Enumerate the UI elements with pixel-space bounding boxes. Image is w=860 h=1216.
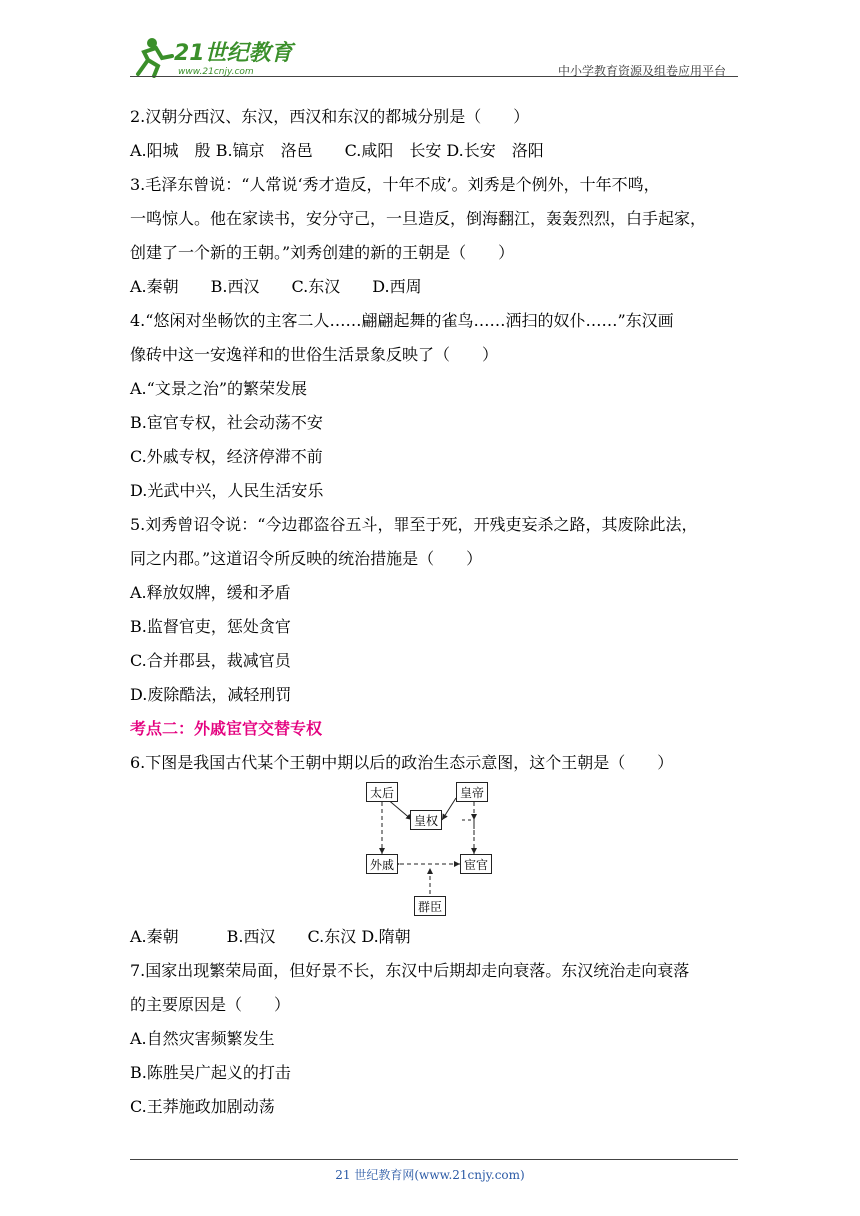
footer-link[interactable]: 21 世纪教育网(www.21cnjy.com) [335,1168,525,1182]
node-imperial-power: 皇权 [410,810,442,830]
q5-stem-line: 5.刘秀曾诏令说：“今边郡盗谷五斗，罪至于死，开残吏妄杀之路，其废除此法， [130,515,698,534]
node-eunuchs: 宦官 [460,854,492,874]
q6-options: A.秦朝 B.西汉 C.东汉 D.隋朝 [130,927,411,946]
q2-stem: 2.汉朝分西汉、东汉，西汉和东汉的都城分别是（ ） [130,107,530,126]
q4-option-b: B.宦官专权，社会动荡不安 [130,413,323,432]
q3-stem-line: 一鸣惊人。他在家读书，安分守己，一旦造反，倒海翻江，轰轰烈烈，白手起家， [130,209,707,228]
q7-option-a: A.自然灾害频繁发生 [130,1029,275,1048]
q4-stem-line: 像砖中这一安逸祥和的世俗生活景象反映了（ ） [130,345,499,364]
q3-stem-line: 3.毛泽东曾说：“人常说‘秀才造反，十年不成’。刘秀是个例外，十年不鸣， [130,175,660,194]
header-divider [130,76,738,77]
q4-option-d: D.光武中兴，人民生活安乐 [130,481,324,500]
q5-option-d: D.废除酷法，减轻刑罚 [130,685,292,704]
q4-option-c: C.外戚专权，经济停滞不前 [130,447,323,466]
political-diagram [130,780,740,920]
node-empress-dowager: 太后 [366,782,398,802]
svg-text:www.21cnjy.com: www.21cnjy.com [178,67,254,77]
q7-stem-line: 的主要原因是（ ） [130,995,291,1014]
footer-divider [130,1159,738,1160]
node-consort-clan: 外戚 [366,854,398,874]
node-emperor: 皇帝 [456,782,488,802]
q7-stem-line: 7.国家出现繁荣局面，但好景不长，东汉中后期却走向衰落。东汉统治走向衰落 [130,961,690,980]
svg-text:21世纪教育: 21世纪教育 [174,41,293,66]
q6-stem: 6.下图是我国古代某个王朝中期以后的政治生态示意图，这个王朝是（ ） [130,753,674,772]
q5-option-b: B.监督官吏，惩处贪官 [130,617,291,636]
platform-name: 中小学教育资源及组卷应用平台 [557,64,726,78]
q4-stem-line: 4.“悠闲对坐畅饮的主客二人……翩翩起舞的雀鸟……洒扫的奴仆……”东汉画 [130,311,674,330]
site-logo [130,34,300,78]
q3-stem-line: 创建了一个新的王朝。”刘秀创建的新的王朝是（ ） [130,243,515,262]
q5-stem-line: 同之内郡。”这道诏令所反映的统治措施是（ ） [130,549,483,568]
q4-option-a: A.“文景之治”的繁荣发展 [130,379,308,398]
q5-option-c: C.合并郡县，裁减官员 [130,651,291,670]
page-header [130,30,738,78]
q2-options: A.阳城 殷 B.镐京 洛邑 C.咸阳 长安 D.长安 洛阳 [130,141,544,160]
q5-option-a: A.释放奴牌，缓和矛盾 [130,583,291,602]
node-ministers: 群臣 [414,896,446,916]
q7-option-b: B.陈胜吴广起义的打击 [130,1063,291,1082]
section-heading: 考点二：外戚宦官交替专权 [130,719,323,738]
q3-options: A.秦朝 B.西汉 C.东汉 D.西周 [130,277,422,296]
q7-option-c: C.王莽施政加剧动荡 [130,1097,275,1116]
question-content [130,100,740,1124]
